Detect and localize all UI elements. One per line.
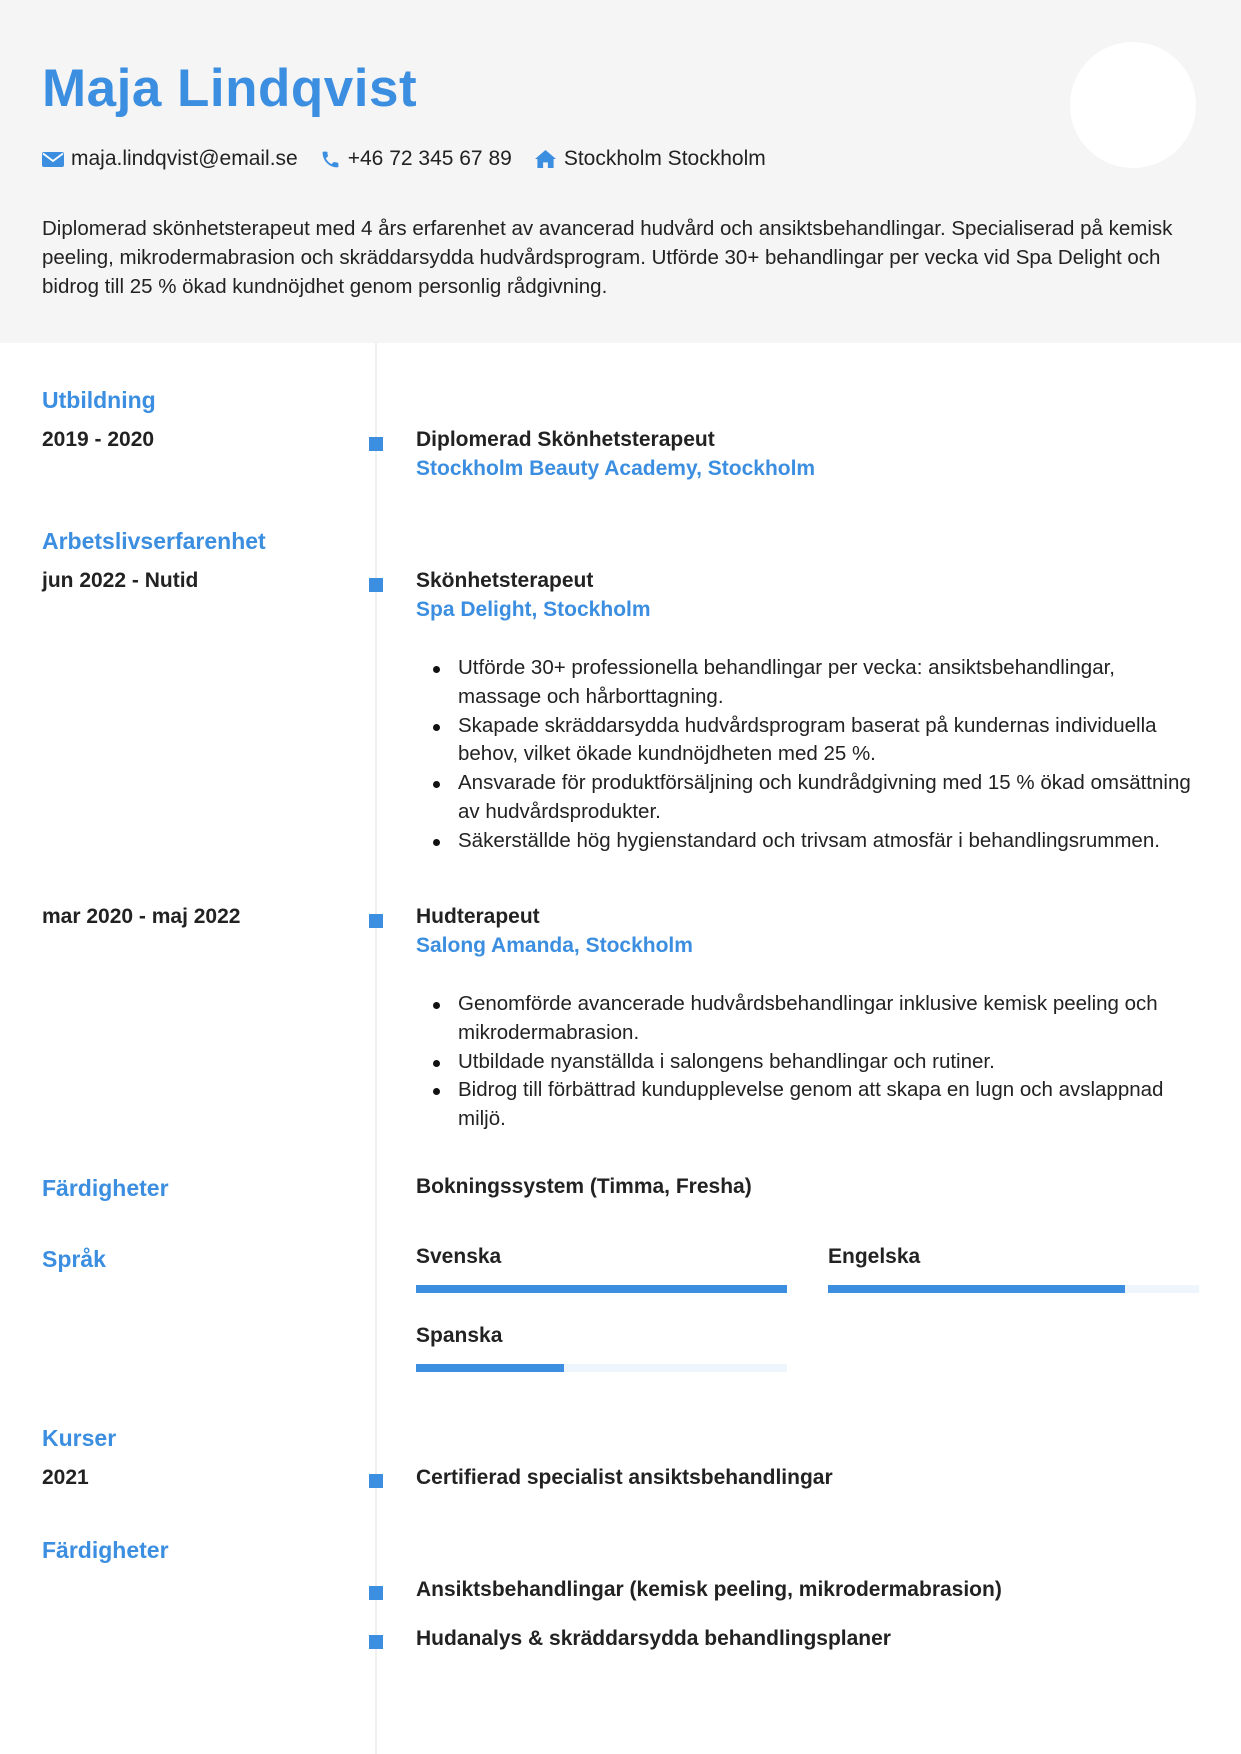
list-item: Säkerställde hög hygienstandard och trivsam atmosfär i behandlingsrummen.	[416, 827, 1196, 856]
contact-info	[42, 145, 788, 173]
timeline-marker	[369, 1474, 383, 1488]
list-item: Utbildade nyanställda i salongens behandlingar och rutiner.	[416, 1048, 1196, 1077]
experience-role: Hudterapeut	[416, 905, 540, 928]
course-name: Certifierad specialist ansiktsbehandlingar	[416, 1466, 833, 1489]
experience-bullets	[416, 990, 1196, 1134]
skill-item: Bokningssystem (Timma, Fresha)	[416, 1175, 752, 1198]
section-title-education: Utbildning	[42, 387, 156, 413]
section-title-courses: Kurser	[42, 1425, 117, 1451]
section-title-languages: Språk	[42, 1246, 106, 1272]
experience-date: mar 2020 - maj 2022	[42, 905, 241, 928]
home-icon	[534, 149, 557, 169]
language-level-fill	[416, 1364, 564, 1372]
course-date: 2021	[42, 1466, 89, 1489]
envelope-icon	[42, 151, 64, 168]
contact-phone[interactable]	[320, 147, 512, 171]
language-level-bar	[828, 1285, 1199, 1293]
language-item	[828, 1245, 1199, 1293]
phone-icon	[320, 149, 341, 170]
section-title-skills: Färdigheter	[42, 1175, 169, 1201]
timeline-marker	[369, 1586, 383, 1600]
contact-location	[534, 147, 766, 171]
timeline-marker	[369, 578, 383, 592]
profile-summary: Diplomerad skönhetsterapeut med 4 års erfarenhet av avancerad hudvård och ansiktsbehandlingar. Specialiserad på kemisk peeling, mikrodermabrasion och skräddarsydda hudvårdsprogram. Utförde 30+ behandlingar per vecka vid Spa Delight och bidrog till 25 % ökad kundnöjdhet genom personlig rådgivning.	[42, 217, 1173, 298]
list-item: Bidrog till förbättrad kundupplevelse genom att skapa en lugn och avslappnad miljö.	[416, 1076, 1196, 1134]
list-item: Genomförde avancerade hudvårdsbehandlingar inklusive kemisk peeling och mikrodermabrasion.	[416, 990, 1196, 1048]
list-item: Utförde 30+ professionella behandlingar per vecka: ansiktsbehandlingar, massage och hårborttagning.	[416, 654, 1196, 712]
phone-text: +46 72 345 67 89	[347, 147, 512, 170]
email-text: maja.lindqvist@email.se	[71, 147, 298, 170]
experience-company: Spa Delight, Stockholm	[416, 598, 651, 621]
experience-company: Salong Amanda, Stockholm	[416, 934, 693, 957]
experience-bullets	[416, 654, 1196, 856]
skill-item: Ansiktsbehandlingar (kemisk peeling, mikrodermabrasion)	[416, 1578, 1002, 1601]
section-title-skills-2: Färdigheter	[42, 1537, 169, 1563]
contact-email[interactable]	[42, 147, 298, 171]
header	[0, 0, 1241, 343]
language-name: Svenska	[416, 1245, 502, 1268]
skill-item: Hudanalys & skräddarsydda behandlingsplaner	[416, 1627, 891, 1650]
list-item: Ansvarade för produktförsäljning och kundrådgivning med 15 % ökad omsättning av hudvårdsprodukter.	[416, 769, 1196, 827]
experience-date: jun 2022 - Nutid	[42, 569, 199, 592]
timeline-marker	[369, 1635, 383, 1649]
list-item: Skapade skräddarsydda hudvårdsprogram baserat på kundernas individuella behov, vilket ökade kundnöjdheten med 25 %.	[416, 712, 1196, 770]
language-level-bar	[416, 1285, 787, 1293]
education-date: 2019 - 2020	[42, 428, 155, 451]
language-name: Engelska	[828, 1245, 921, 1268]
profile-photo	[1070, 42, 1196, 168]
timeline-marker	[369, 914, 383, 928]
language-item	[416, 1245, 787, 1293]
experience-role: Skönhetsterapeut	[416, 569, 594, 592]
candidate-name: Maja Lindqvist	[42, 59, 418, 118]
language-item	[416, 1324, 787, 1372]
language-level-fill	[416, 1285, 787, 1293]
section-title-experience: Arbetslivserfarenhet	[42, 528, 266, 554]
location-text: Stockholm Stockholm	[563, 147, 766, 170]
timeline-marker	[369, 437, 383, 451]
education-school: Stockholm Beauty Academy, Stockholm	[416, 457, 816, 480]
timeline-divider	[375, 343, 377, 1754]
language-name: Spanska	[416, 1324, 503, 1347]
language-level-fill	[828, 1285, 1125, 1293]
education-degree: Diplomerad Skönhetsterapeut	[416, 428, 715, 451]
language-level-bar	[416, 1364, 787, 1372]
